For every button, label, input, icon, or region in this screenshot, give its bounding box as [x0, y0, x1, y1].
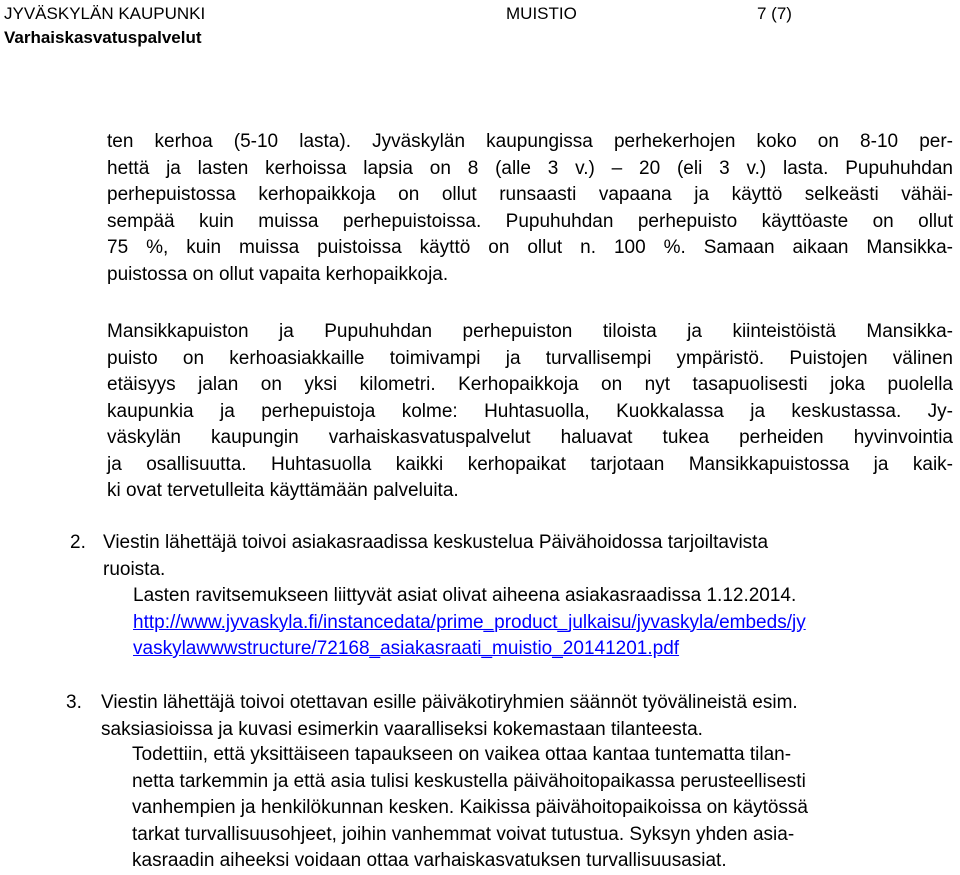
list-item-line: Viestin lähettäjä toivoi asiakasraadissa keskustelua Päivähoidossa tarjoiltavista: [103, 532, 769, 553]
paragraph-club-usage: [107, 129, 953, 288]
list-item-line: ruoista.: [103, 558, 166, 580]
paragraph-line: hettä ja lasten kerhoissa lapsia on 8 (alle 3 v.) – 20 (eli 3 v.) lasta. Pupuhuhdan: [107, 157, 953, 179]
response-line: tarkat turvallisuusohjeet, joihin vanhemmat voivat tutustua. Syksyn yhden asia-: [132, 823, 795, 845]
paragraph-line: Mansikkapuiston ja Pupuhuhdan perhepuiston tiloista ja kiinteistöistä Mansikka-: [107, 321, 953, 342]
organization-name: JYVÄSKYLÄN KAUPUNKI: [4, 4, 206, 23]
list-item-body: [101, 690, 960, 743]
response-line: vanhempien ja henkilökunnan kesken. Kaikissa päivähoitopaikoissa on käytössä: [132, 797, 808, 818]
paragraph-line: ja osallisuutta. Huhtasuolla kaikki kerhopaikat tarjotaan Mansikkapuistossa ja kaik-: [107, 453, 953, 475]
paragraph-line: puistossa on ollut vapaita kerhopaikkoja.: [107, 263, 449, 285]
paragraph-line: puisto on kerhoasiakkaille toimivampi ja turvallisempi ympäristö. Puistojen välinen: [107, 347, 953, 369]
list-item-number: 2.: [70, 532, 86, 553]
response-line: Todettiin, että yksittäiseen tapaukseen on vaikea ottaa kantaa tuntematta tilan-: [132, 744, 792, 765]
response-line: netta tarkemmin ja että asia tulisi keskustella päivähoitopaikassa perusteellisesti: [132, 770, 806, 792]
list-item-line: saksiasioissa ja kuvasi esimerkin vaaralliseksi kokemastaan tilanteesta.: [101, 718, 703, 740]
response-line: kasraadin aiheeksi voidaan ottaa varhaiskasvatuksen turvallisuusasiat.: [132, 850, 727, 871]
paragraph-facilities: [107, 319, 953, 505]
list-item-note: Lasten ravitsemukseen liittyvät asiat olivat aiheena asiakasraadissa 1.12.2014.: [133, 585, 797, 606]
list-item-body: [103, 530, 953, 663]
paragraph-line: etäisyys jalan on yksi kilometri. Kerhopaikkoja on nyt tasapuolisesti joka puolella: [107, 374, 953, 395]
memo-link[interactable]: vaskylawwwstructure/72168_asiakasraati_muistio_20141201.pdf: [133, 638, 680, 659]
paragraph-line: kaupunkia ja perhepuistoja kolme: Huhtasuolla, Kuokkalassa ja keskustassa. Jy-: [107, 400, 953, 422]
list-item-response: [132, 742, 960, 875]
paragraph-line: ten kerhoa (5-10 lasta). Jyväskylän kaupungissa perhekerhojen koko on 8-10 per-: [107, 131, 953, 152]
paragraph-line: sempää kuin muissa perhepuistoissa. Pupuhuhdan perhepuisto käyttöaste on ollut: [107, 210, 953, 232]
department-name: Varhaiskasvatuspalvelut: [4, 28, 202, 47]
list-item-number: 3.: [66, 692, 82, 713]
paragraph-line: väskylän kaupungin varhaiskasvatuspalvelut haluavat tukea perheiden hyvinvointia: [107, 427, 953, 448]
paragraph-line: perhepuistossa kerhopaikkoja on ollut runsaasti vapaana ja käyttö selkeästi vähäi-: [107, 184, 953, 205]
memo-link[interactable]: http://www.jyvaskyla.fi/instancedata/prime_product_julkaisu/jyvaskyla/embeds/jy: [133, 611, 806, 633]
list-item-line: Viestin lähettäjä toivoi otettavan esille päiväkotiryhmien säännöt työvälineistä esim.: [101, 692, 798, 713]
document-header: [0, 4, 960, 48]
paragraph-line: 75 %, kuin muissa puistoissa käyttö on ollut n. 100 %. Samaan aikaan Mansikka-: [107, 237, 953, 258]
document-type: MUISTIO: [506, 4, 577, 23]
paragraph-line: ki ovat tervetulleita käyttämään palveluita.: [107, 480, 459, 501]
page-number: 7 (7): [757, 4, 792, 23]
